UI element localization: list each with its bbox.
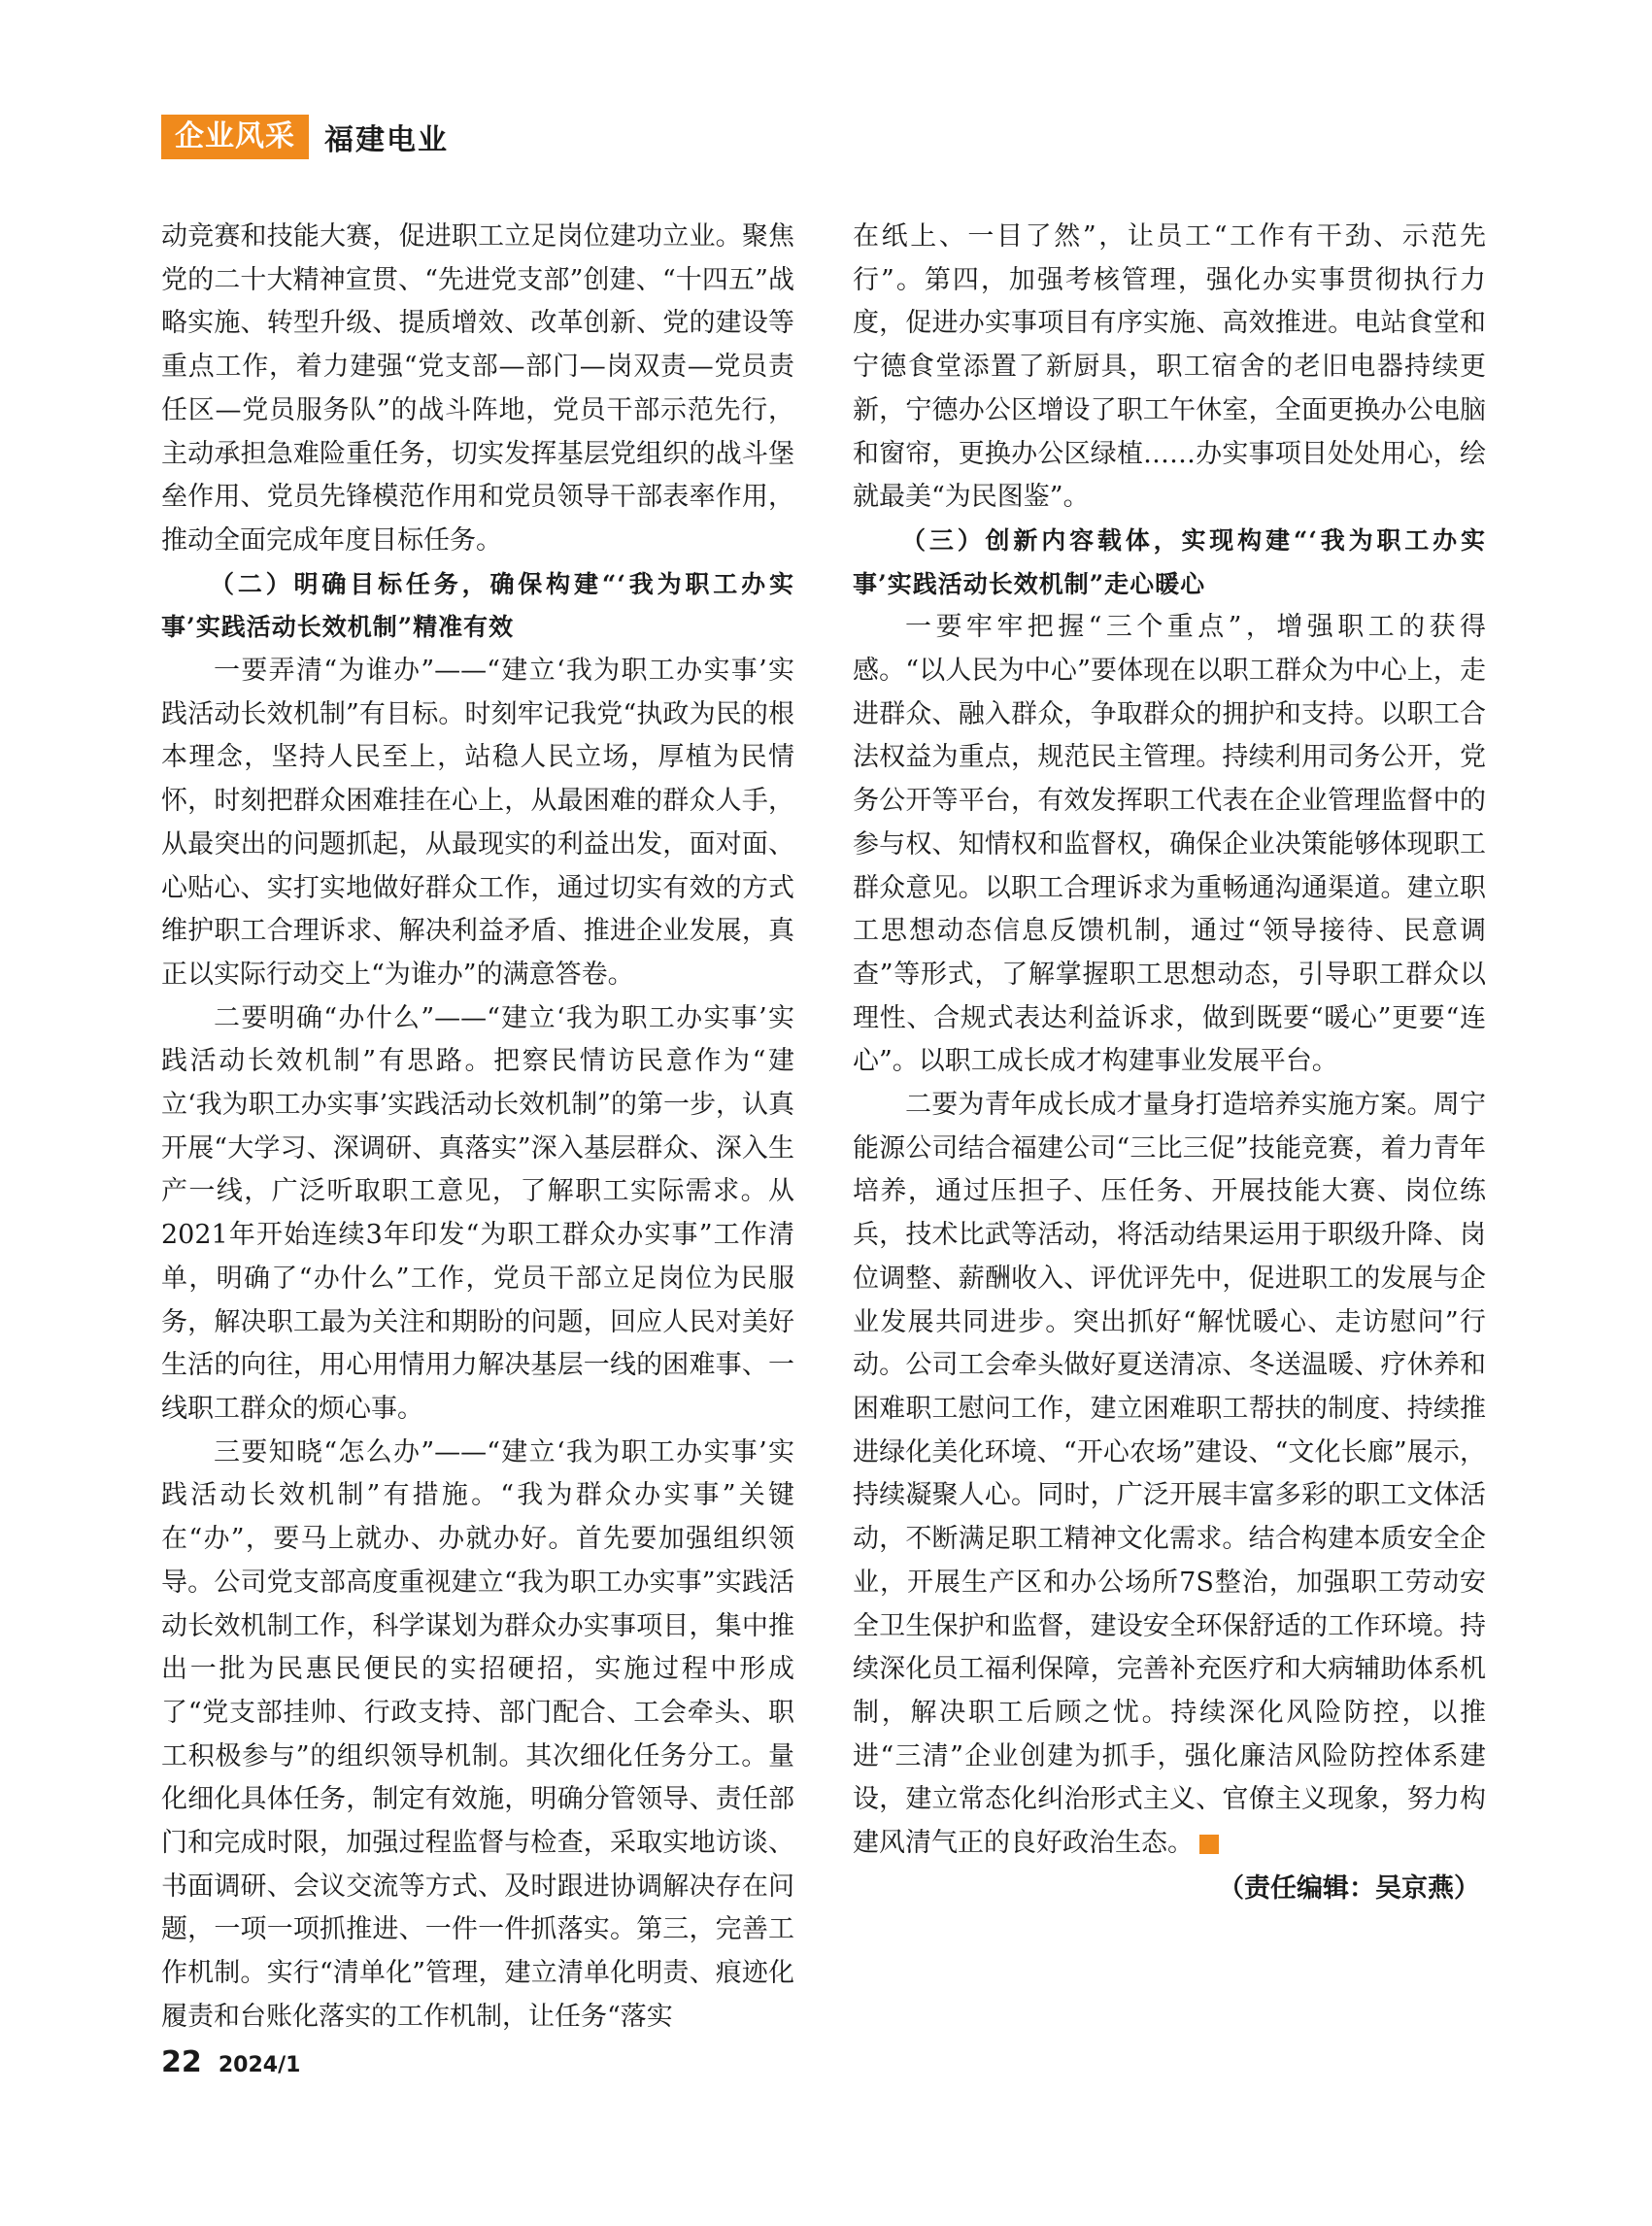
paragraph: 动竞赛和技能大赛，促进职工立足岗位建功立业。聚焦党的二十大精神宣贯、“先进党支部”创建、“十四五”战略实施、转型升级、提质增效、改革创新、党的建设等重点工作，着力建强“党支部—部门—岗双责—党员责任区—党员服务队”的战斗阵地，党员干部示范先行，主动承担急难险重任务，切实发挥基层党组织的战斗堡垒作用、党员先锋模范作用和党员领导干部表率作用，推动全面完成年度目标任务。 xyxy=(161,221,794,556)
paragraph: 三要知晓“怎么办”——“建立‘我为职工办实事’实践活动长效机制”有措施。“我为群众办实事”关键在“办”，要马上就办、办就办好。首先要加强组织领导。公司党支部高度重视建立“我为职工办实事”实践活动长效机制工作，科学谋划为群众办实事项目，集中推出一批为民惠民便民的实招硬招，实施过程中形成了“党支部挂帅、行政支持、部门配合、工会牵头、职工积极参与”的组织领导机制。其次细化任务分工。量化细化具体任务，制定有效施，明确分管领导、责任部门和完成时限，加强过程监督与检查，采取实地访谈、书面调研、会议交流等方式、及时跟进协调解决存在问题，一项一项抓推进、一件一件抓落实。第三，完善工作机制。实行“清单化”管理，建立清单化明责、痕迹化履责和台账化落实的工作机制，让任务“落实 xyxy=(161,1436,794,2032)
paragraph-last xyxy=(853,1084,1486,1866)
issue-date: 2024/1 xyxy=(218,2053,301,2077)
end-mark-icon xyxy=(1199,1835,1219,1854)
subheading: （二）明确目标任务，确保构建“‘我为职工办实事’实践活动长效机制”精准有效 xyxy=(161,569,794,642)
right-column xyxy=(853,216,1486,1910)
page-header xyxy=(161,115,449,159)
page-footer xyxy=(161,2045,300,2079)
editor-credit: （责任编辑：吴京燕） xyxy=(1218,1872,1480,1904)
paragraph: 二要明确“办什么”——“建立‘我为职工办实事’实践活动长效机制”有思路。把察民情访民意作为“建立‘我为职工办实事’实践活动长效机制”的第一步，认真开展“大学习、深调研、真落实”深入基层群众、深入生产一线，广泛听取职工意见，了解职工实际需求。从2021年开始连续3年印发“为职工群众办实事”工作清单，明确了“办什么”工作，党员干部立足岗位为民服务，解决职工最为关注和期盼的问题，回应人民对美好生活的向往，用心用情用力解决基层一线的困难事、一线职工群众的烦心事。 xyxy=(161,1002,794,1424)
journal-name: 福建电业 xyxy=(324,123,449,157)
left-column xyxy=(161,216,794,2040)
subheading: （三）创新内容载体，实现构建“‘我为职工办实事’实践活动长效机制”走心暖心 xyxy=(853,525,1486,598)
section-tag: 企业风采 xyxy=(161,115,309,159)
paragraph: 一要牢牢把握“三个重点”，增强职工的获得感。“以人民为中心”要体现在以职工群众为中心上，走进群众、融入群众，争取群众的拥护和支持。以职工合法权益为重点，规范民主管理。持续利用司务公开，党务公开等平台，有效发挥职工代表在企业管理监督中的参与权、知情权和监督权，确保企业决策能够体现职工群众意见。以职工合理诉求为重畅通沟通渠道。建立职工思想动态信息反馈机制，通过“领导接待、民意调查”等形式，了解掌握职工思想动态，引导职工群众以理性、合规式表达利益诉求，做到既要“暖心”更要“连心”。以职工成长成才构建事业发展平台。 xyxy=(853,612,1486,1077)
paragraph: 在纸上、一目了然”，让员工“工作有干劲、示范先行”。第四，加强考核管理，强化办实事贯彻执行力度，促进办实事项目有序实施、高效推进。电站食堂和宁德食堂添置了新厨具，职工宿舍的老旧电器持续更新，宁德办公区增设了职工午休室，全面更换办公电脑和窗帘，更换办公区绿植……办实事项目处处用心，绘就最美“为民图鉴”。 xyxy=(853,221,1486,513)
page-number: 22 xyxy=(161,2045,202,2079)
paragraph-text: 二要为青年成长成才量身打造培养实施方案。周宁能源公司结合福建公司“三比三促”技能竞赛，着力青年培养，通过压担子、压任务、开展技能大赛、岗位练兵，技术比武等活动，将活动结果运用于职级升降、岗位调整、薪酬收入、评优评先中，促进职工的发展与企业发展共同进步。突出抓好“解忧暖心、走访慰问”行动。公司工会牵头做好夏送清凉、冬送温暖、疗休养和困难职工慰问工作，建立困难职工帮扶的制度、持续推进绿化美化环境、“开心农场”建设、“文化长廊”展示，持续凝聚人心。同时，广泛开展丰富多彩的职工文体活动，不断满足职工精神文化需求。结合构建本质安全企业，开展生产区和办公场所7S整治，加强职工劳动安全卫生保护和监督，建设安全环保舒适的工作环境。持续深化员工福利保障，完善补充医疗和大病辅助体系机制，解决职工后顾之忧。持续深化风险防控，以推进“三清”企业创建为抓手，强化廉洁风险防控体系建设，建立常态化纠治形式主义、官僚主义现象，努力构建风清气正的良好政治生态。 xyxy=(853,1090,1486,1859)
paragraph: 一要弄清“为谁办”——“建立‘我为职工办实事’实践活动长效机制”有目标。时刻牢记我党“执政为民的根本理念，坚持人民至上，站稳人民立场，厚植为民情怀，时刻把群众困难挂在心上，从最困难的群众人手，从最突出的问题抓起，从最现实的利益出发，面对面、心贴心、实打实地做好群众工作，通过切实有效的方式维护职工合理诉求、解决利益矛盾、推进企业发展，真正以实际行动交上“为谁办”的满意答卷。 xyxy=(161,656,794,990)
